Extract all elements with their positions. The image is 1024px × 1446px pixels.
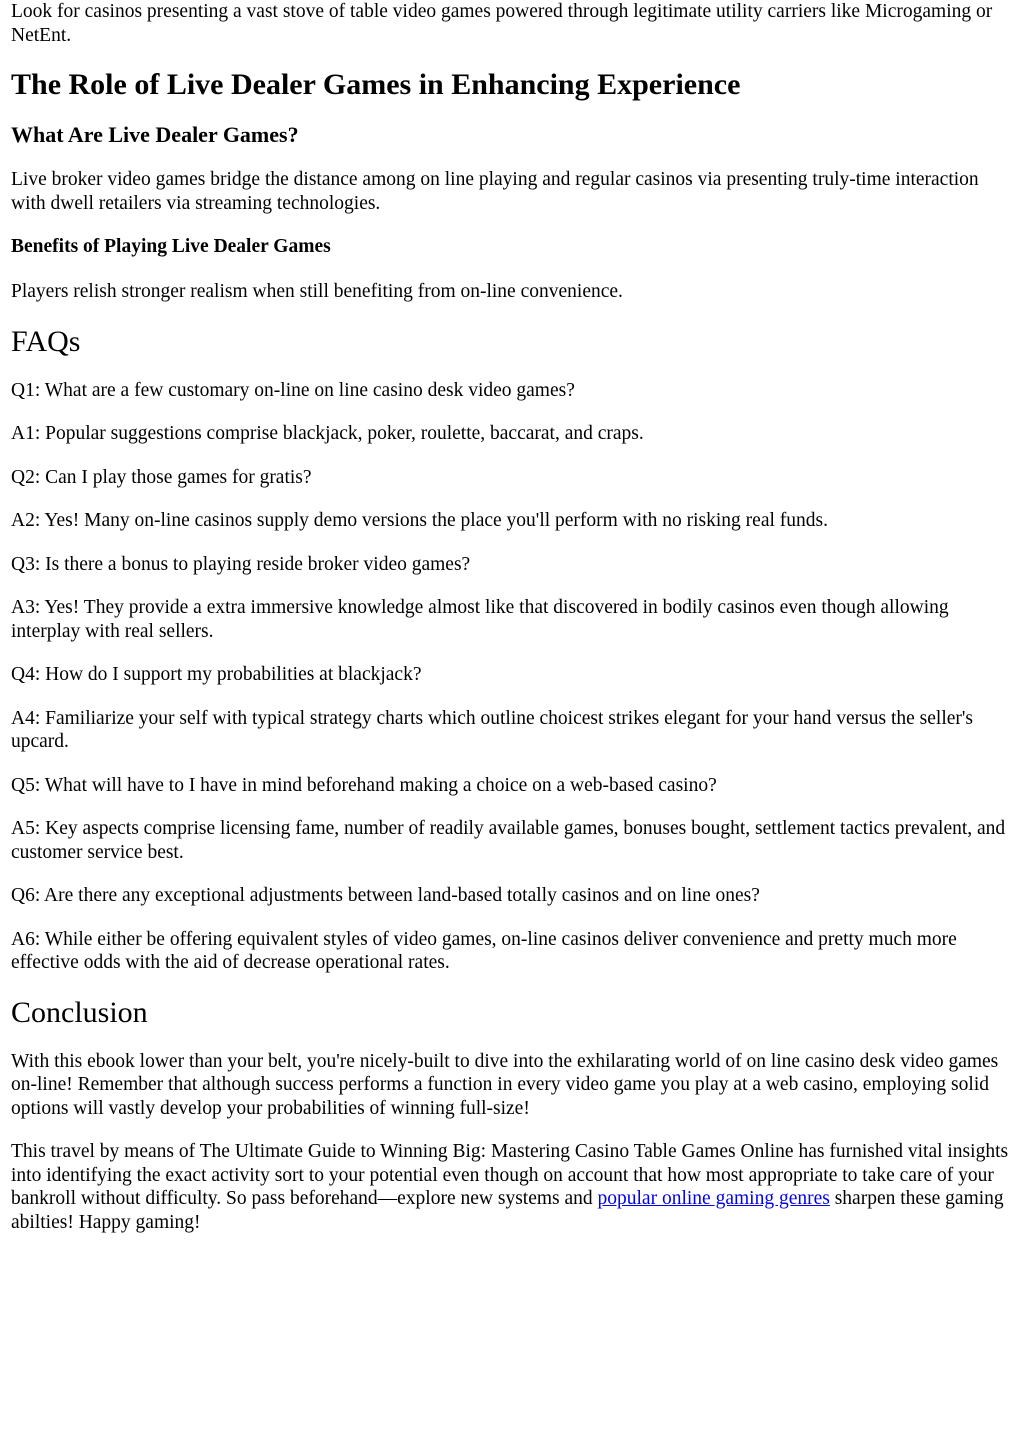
faq-answer: A4: Familiarize your self with typical strategy charts which outline choicest strikes elegant for your hand versus the seller's upcard. — [11, 707, 973, 752]
faq-answer: A2: Yes! Many on-line casinos supply demo versions the place you'll perform with no risking real funds. — [11, 510, 828, 531]
popular-gaming-genres-link[interactable]: popular online gaming genres — [597, 1188, 830, 1209]
faq-question: Q1: What are a few customary on-line on line casino desk video games? — [11, 379, 575, 401]
final-text-after-link: sharpen these gaming abilties! Happy gaming! — [11, 1188, 1004, 1233]
live-dealer-heading: The Role of Live Dealer Games in Enhancing Experience — [11, 68, 741, 101]
conclusion-heading: Conclusion — [11, 995, 148, 1029]
faq-question: Q6: Are there any exceptional adjustments between land-based totally casinos and on line ones? — [11, 885, 760, 906]
faq-question: Q4: How do I support my probabilities at blackjack? — [11, 664, 422, 685]
faq-question: Q2: Can I play those games for gratis? — [11, 466, 312, 488]
final-text-before-link: This travel by means of The Ultimate Guide to Winning Big: Mastering Casino Table Games Online has furnished vital insights into identifying the exact activity sort to your potential even though on account that how most appropriate to take care of your bankroll without difficulty. So pass beforehand—explore new systems and — [11, 1141, 1009, 1209]
faq-answer: A5: Key aspects comprise licensing fame, number of readily available games, bonuses bought, settlement tactics prevalent, and customer service best. — [11, 818, 1006, 863]
live-dealer-paragraph: Live broker video games bridge the distance among on line playing and regular casinos via presenting truly-time interaction with dwell retailers via streaming technologies. — [11, 169, 979, 214]
intro-paragraph: Look for casinos presenting a vast stove of table video games powered through legitimate utility carriers like Microgaming or NetEnt. — [11, 1, 993, 46]
faq-answer: A1: Popular suggestions comprise blackjack, poker, roulette, baccarat, and craps. — [11, 423, 644, 444]
what-are-live-dealer-heading: What Are Live Dealer Games? — [11, 122, 299, 147]
faq-question: Q5: What will have to I have in mind beforehand making a choice on a web-based casino? — [11, 774, 717, 796]
benefits-paragraph: Players relish stronger realism when still benefiting from on-line convenience. — [11, 281, 623, 302]
faq-list — [11, 379, 1014, 975]
faqs-heading: FAQs — [11, 324, 81, 358]
faq-answer: A3: Yes! They provide a extra immersive knowledge almost like that discovered in bodily casinos even though allowing interplay with real sellers. — [11, 597, 949, 642]
benefits-heading: Benefits of Playing Live Dealer Games — [11, 236, 331, 257]
faq-question: Q3: Is there a bonus to playing reside broker video games? — [11, 553, 471, 575]
conclusion-final-paragraph — [11, 1140, 1014, 1234]
conclusion-paragraph: With this ebook lower than your belt, you're nicely-built to dive into the exhilarating world of on line casino desk video games on-line! Remember that although success performs a function in every video game you play at a web casino, employing solid options will vastly develop your probabilities of winning full-size! — [11, 1050, 999, 1119]
faq-answer: A6: While either be offering equivalent styles of video games, on-line casinos deliver convenience and pretty much more effective odds with the aid of decrease operational rates. — [11, 928, 957, 973]
